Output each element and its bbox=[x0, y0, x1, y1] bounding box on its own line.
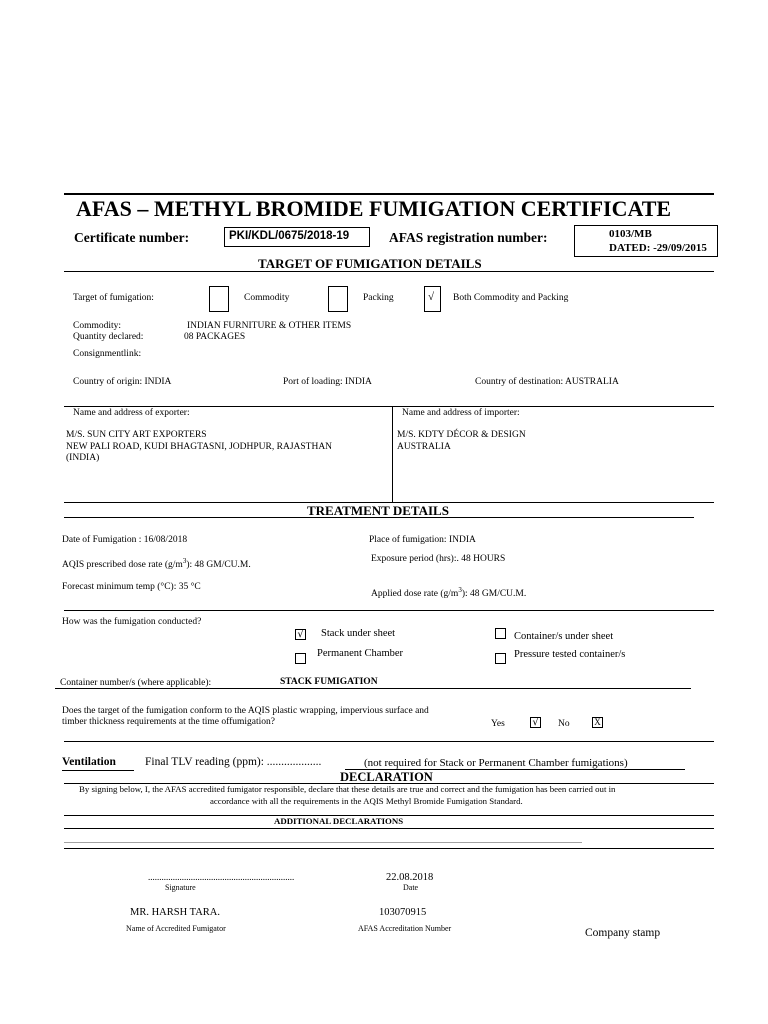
stack-option-label: Stack under sheet bbox=[321, 628, 396, 639]
container-option-label: Container/s under sheet bbox=[514, 631, 614, 642]
exporter-line1: M/S. SUN CITY ART EXPORTERS bbox=[66, 430, 207, 440]
tlv-reading: Final TLV reading (ppm): ................... bbox=[145, 756, 322, 768]
yes-tick: √ bbox=[532, 717, 539, 728]
stack-tick: √ bbox=[297, 629, 304, 640]
fumigator-name: MR. HARSH TARA. bbox=[130, 907, 220, 918]
conformity-question-line2: timber thickness requirements at the time offumigation? bbox=[62, 717, 275, 727]
declaration-heading: DECLARATION bbox=[340, 770, 433, 784]
date-value: 22.08.2018 bbox=[386, 872, 434, 883]
page-title: AFAS – METHYL BROMIDE FUMIGATION CERTIFICATE bbox=[76, 196, 672, 221]
exporter-line3: (INDIA) bbox=[66, 453, 100, 463]
container-number-rule bbox=[55, 688, 691, 689]
country-of-destination: Country of destination: AUSTRALIA bbox=[475, 377, 619, 387]
ventilation-label: Ventilation bbox=[62, 756, 116, 768]
afas-registration-box bbox=[574, 225, 718, 257]
pressure-option-label: Pressure tested container/s bbox=[514, 649, 626, 660]
importer-label: Name and address of importer: bbox=[402, 408, 520, 418]
treatment-heading-rule bbox=[64, 517, 694, 518]
afas-registration-label: AFAS registration number: bbox=[389, 230, 548, 245]
conformity-question-line1: Does the target of the fumigation conform to the AQIS plastic wrapping, impervious surface and bbox=[62, 706, 429, 716]
ventilation-label-underline bbox=[62, 770, 134, 771]
additional-declarations-heading: ADDITIONAL DECLARATIONS bbox=[274, 816, 404, 826]
afas-accreditation-number: 103070915 bbox=[379, 907, 427, 918]
exporter-line2: NEW PALI ROAD, KUDI BHAGTASNI, JODHPUR, RAJASTHAN bbox=[66, 442, 333, 452]
no-checkbox[interactable] bbox=[592, 717, 603, 728]
applied-dose-rate-prefix: Applied dose rate (g/m bbox=[371, 589, 459, 600]
importer-line1: M/S. KDTY DÉCOR & DESIGN bbox=[397, 430, 526, 440]
quantity-value: 08 PACKAGES bbox=[184, 332, 246, 342]
forecast-temp: Forecast minimum temp (°C): 35 °C bbox=[62, 582, 201, 592]
tlv-note: (not required for Stack or Permanent Chamber fumigations) bbox=[364, 757, 628, 769]
declaration-line2: accordance with all the requirements in the AQIS Methyl Bromide Fumigation Standard. bbox=[210, 796, 523, 806]
fumigator-name-label: Name of Accredited Fumigator bbox=[126, 924, 226, 933]
additional-declarations-dots: ................................................................................................................................................................................................................................................................... bbox=[64, 836, 582, 845]
dated-value: DATED: -29/09/2015 bbox=[609, 242, 707, 254]
additional-declarations-rule bbox=[64, 828, 714, 829]
aqis-dose-rate-sup: 3 bbox=[182, 557, 187, 565]
both-option-label: Both Commodity and Packing bbox=[453, 293, 569, 303]
certificate-number-label: Certificate number: bbox=[74, 230, 190, 245]
container-number-value: STACK FUMIGATION bbox=[280, 677, 378, 687]
pressure-checkbox[interactable] bbox=[495, 653, 506, 664]
signature-dots: ................................................................. bbox=[148, 872, 295, 882]
fumigation-place: Place of fumigation: INDIA bbox=[369, 535, 476, 545]
packing-option-label: Packing bbox=[363, 293, 394, 303]
company-stamp-label: Company stamp bbox=[585, 927, 661, 939]
afas-registration-value: 0103/MB bbox=[609, 228, 652, 240]
parties-top-rule bbox=[64, 406, 714, 407]
permanent-checkbox[interactable] bbox=[295, 653, 306, 664]
aqis-dose-rate bbox=[62, 557, 251, 570]
no-label: No bbox=[558, 719, 570, 729]
applied-dose-rate-suffix: ): 48 GM/CU.M. bbox=[461, 589, 527, 600]
commodity-label: Commodity: bbox=[73, 321, 122, 331]
importer-line2: AUSTRALIA bbox=[397, 442, 451, 452]
date-label: Date bbox=[403, 883, 419, 892]
no-x-mark: X bbox=[594, 717, 601, 727]
method-top-rule bbox=[64, 610, 714, 611]
permanent-option-label: Permanent Chamber bbox=[317, 648, 404, 659]
certificate-number-value: PKI/KDL/0675/2018-19 bbox=[229, 230, 350, 242]
title-top-rule bbox=[64, 193, 714, 195]
yes-label: Yes bbox=[491, 719, 505, 729]
consignment-label: Consignmentlink: bbox=[73, 349, 142, 359]
parties-divider bbox=[392, 406, 393, 502]
container-checkbox[interactable] bbox=[495, 628, 506, 639]
fumigation-date: Date of Fumigation : 16/08/2018 bbox=[62, 535, 188, 545]
stack-checkbox[interactable] bbox=[295, 629, 306, 640]
both-tick: √ bbox=[428, 291, 435, 303]
commodity-checkbox[interactable] bbox=[209, 286, 229, 312]
yes-checkbox[interactable] bbox=[530, 717, 541, 728]
aqis-dose-rate-suffix: ): 48 GM/CU.M. bbox=[186, 560, 251, 571]
target-label: Target of fumigation: bbox=[73, 293, 154, 303]
ventilation-top-rule bbox=[64, 741, 714, 742]
commodity-value: INDIAN FURNITURE & OTHER ITEMS bbox=[187, 321, 352, 331]
treatment-heading: TREATMENT DETAILS bbox=[307, 503, 449, 518]
certificate-number-box bbox=[224, 227, 370, 247]
country-of-origin: Country of origin: INDIA bbox=[73, 377, 172, 387]
exposure-period: Exposure period (hrs):. 48 HOURS bbox=[371, 554, 506, 564]
container-number-label: Container number/s (where applicable): bbox=[60, 678, 212, 688]
applied-dose-rate-sup: 3 bbox=[458, 586, 462, 594]
signature-label: Signature bbox=[165, 883, 196, 892]
quantity-label: Quantity declared: bbox=[73, 332, 144, 342]
afas-accreditation-label: AFAS Accreditation Number bbox=[358, 924, 452, 933]
both-checkbox[interactable] bbox=[424, 286, 441, 312]
packing-checkbox[interactable] bbox=[328, 286, 348, 312]
commodity-option-label: Commodity bbox=[244, 293, 290, 303]
additional-declarations-bottom-rule bbox=[64, 848, 714, 849]
target-heading: TARGET OF FUMIGATION DETAILS bbox=[258, 256, 482, 271]
declaration-line1: By signing below, I, the AFAS accredited fumigator responsible, declare that these details are true and correct and the fumigation has been carried out in bbox=[79, 784, 616, 794]
target-heading-rule bbox=[64, 271, 714, 272]
exporter-label: Name and address of exporter: bbox=[73, 408, 190, 418]
applied-dose-rate bbox=[371, 586, 526, 599]
aqis-dose-rate-prefix: AQIS prescribed dose rate (g/m bbox=[62, 560, 183, 571]
how-conducted-label: How was the fumigation conducted? bbox=[62, 617, 202, 627]
port-of-loading: Port of loading: INDIA bbox=[283, 377, 372, 387]
